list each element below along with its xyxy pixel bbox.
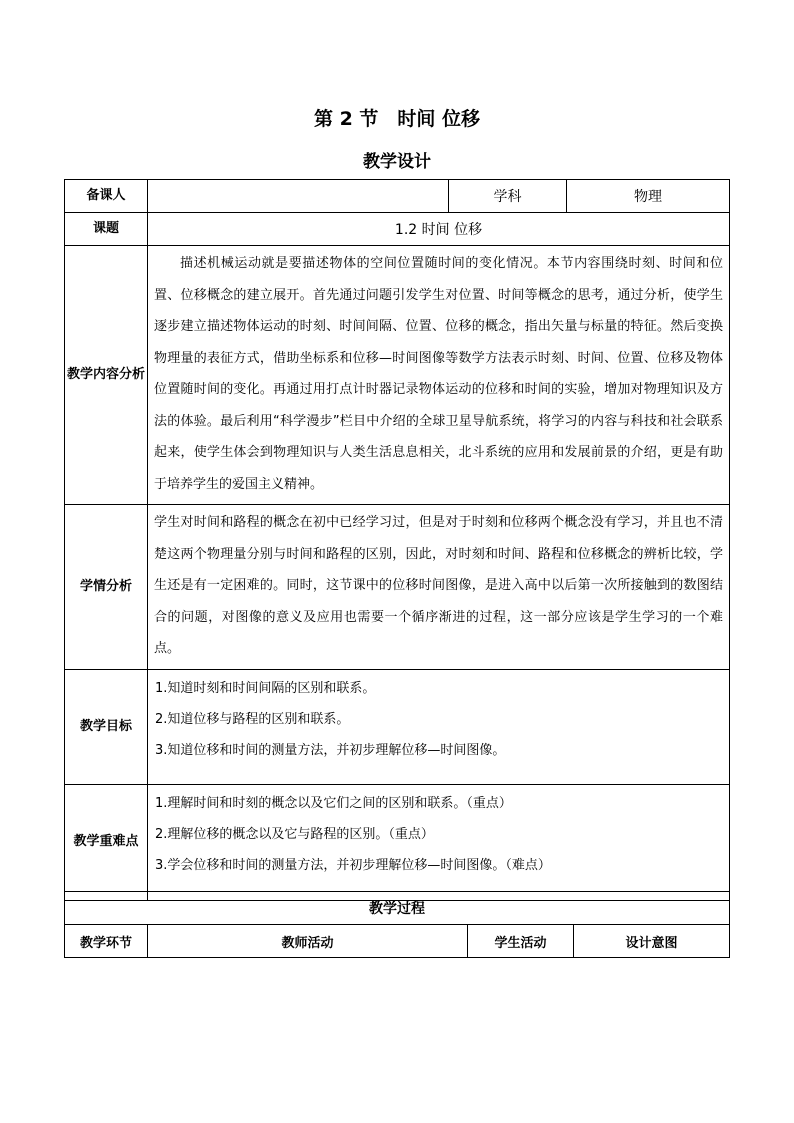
objectives-list — [148, 669, 730, 784]
key-point-item: 1.理解时间和时刻的概念以及它们之间的区别和联系。（重点） — [155, 795, 512, 811]
lesson-plan-table — [64, 179, 730, 901]
key-points-label: 教学重难点 — [65, 784, 148, 900]
process-table — [64, 891, 730, 958]
content-analysis-label: 教学内容分析 — [65, 246, 148, 505]
process-title: 教学过程 — [65, 892, 730, 925]
topic-label: 课题 — [65, 213, 148, 246]
objectives-row — [65, 669, 730, 784]
document-title: 第 2 节 时间 位移 — [313, 108, 481, 130]
info-row — [65, 180, 730, 213]
objective-item: 3.知道位移和时间的测量方法，并初步理解位移—时间图像。 — [155, 742, 506, 758]
header-teaching-stage: 教学环节 — [65, 925, 148, 958]
topic-value: 1.2 时间 位移 — [148, 213, 730, 246]
objectives-label: 教学目标 — [65, 669, 148, 784]
content-analysis-row — [65, 246, 730, 505]
header-design-intent: 设计意图 — [574, 925, 730, 958]
key-point-item: 2.理解位移的概念以及它与路程的区别。（重点） — [155, 826, 434, 842]
objective-item: 1.知道时刻和时间间隔的区别和联系。 — [155, 680, 376, 696]
key-points-list — [148, 784, 730, 900]
student-analysis-text: 学生对时间和路程的概念在初中已经学习过，但是对于时刻和位移两个概念没有学习，并且也不清楚这两个物理量分别与时间和路程的区别，因此，对时刻和时间、路程和位移概念的辨析比较，学生还是有一定困难的。同时，这节课中的位移时间图像，是进入高中以后第一次所接触到的数图结合的问题，对图像的意义及应用也需要一个循序渐进的过程，这一部分应该是学生学习的一个难点。 — [148, 505, 730, 670]
subject-value: 物理 — [567, 180, 730, 213]
preparer-label: 备课人 — [65, 180, 148, 213]
student-analysis-row — [65, 505, 730, 670]
topic-row — [65, 213, 730, 246]
student-analysis-label: 学情分析 — [65, 505, 148, 670]
process-title-row — [65, 892, 730, 925]
content-analysis-text: 描述机械运动就是要描述物体的空间位置随时间的变化情况。本节内容围绕时刻、时间和位置、位移概念的建立展开。首先通过问题引发学生对位置、时间等概念的思考，通过分析，使学生逐步建立描述物体运动的时刻、时间间隔、位置、位移的概念，指出矢量与标量的特征。然后变换物理量的表征方式，借助坐标系和位移—时间图像等数学方法表示时刻、时间、位置、位移及物体位置随时间的变化。再通过用打点计时器记录物体运动的位移和时间的实验，增加对物理知识及方法的体验。最后利用“科学漫步”栏目中介绍的全球卫星导航系统，将学习的内容与科技和社会联系起来，使学生体会到物理知识与人类生活息息相关，北斗系统的应用和发展前景的介绍，更是有助于培养学生的爱国主义精神。 — [148, 246, 730, 505]
key-point-item: 3.学会位移和时间的测量方法，并初步理解位移—时间图像。（难点） — [155, 857, 551, 873]
process-header-row — [65, 925, 730, 958]
objective-item: 2.知道位移与路程的区别和联系。 — [155, 711, 350, 727]
header-teacher-activity: 教师活动 — [148, 925, 468, 958]
subject-label: 学科 — [449, 180, 567, 213]
key-points-row — [65, 784, 730, 900]
header-student-activity: 学生活动 — [468, 925, 574, 958]
document-subtitle: 教学设计 — [363, 152, 431, 172]
preparer-value — [148, 180, 449, 213]
